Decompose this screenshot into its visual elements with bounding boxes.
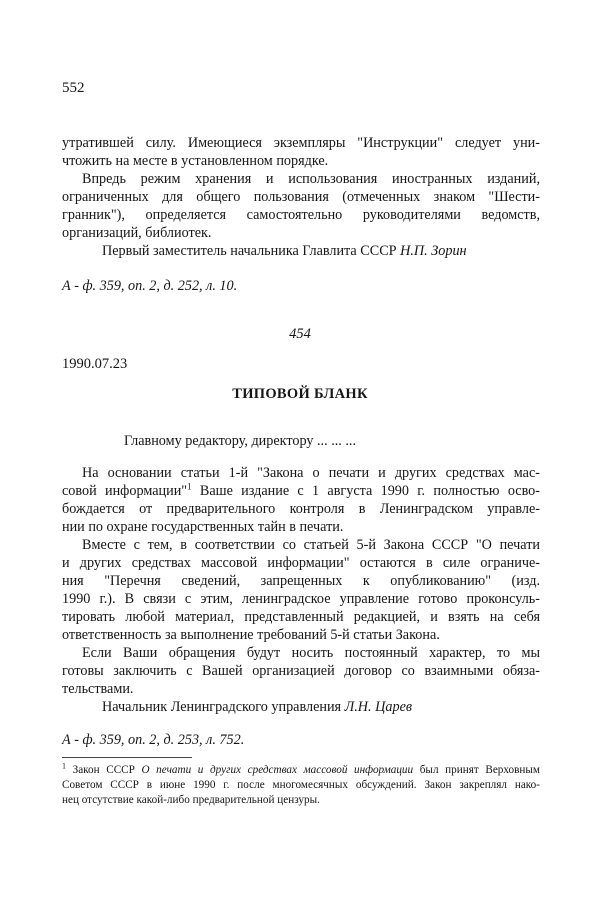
text-line: Если Ваши обращения будут носить постоянный характер, то мы	[82, 645, 540, 661]
law-title: О печати и других средствах массовой информации	[141, 764, 414, 776]
text-line: готовы заключить с Вашей организацией договор со взаимными обяза-	[62, 663, 540, 679]
text-line: и других средствах массовой информации" остаются в силе ограниче-	[62, 555, 540, 571]
text-line: утратившей силу. Имеющиеся экземпляры "Инструкции" следует уни-	[62, 135, 540, 151]
previous-document-text	[62, 134, 540, 260]
signature-name: Л.Н. Царев	[344, 699, 413, 715]
paragraph-3	[62, 644, 540, 716]
document-title: ТИПОВОЙ БЛАНК	[232, 386, 368, 402]
text-line: ния "Перечня сведений, запрещенных к опубликованию" (изд.	[62, 573, 540, 589]
text-fragment: совой информации"	[62, 483, 188, 499]
footnote-line: нец отсутствие какой-либо предварительной цензуры.	[62, 794, 320, 806]
text-line: 1990 г.). В связи с этим, ленинградское управление готово проконсуль-	[62, 591, 540, 607]
signature-name: Н.П. Зорин	[400, 243, 467, 259]
text-line: чтожить на месте в установленном порядке.	[62, 153, 329, 169]
paragraph-2	[62, 536, 540, 644]
text-fragment: был принят Верховным	[413, 764, 541, 776]
page-number: 552	[62, 80, 85, 96]
signature-line	[62, 698, 540, 716]
text-line: гранник"), определяется самостоятельно руководителями ведомств,	[62, 207, 540, 223]
document-number: 454	[289, 326, 311, 342]
addressee	[62, 432, 540, 450]
text-fragment: Закон СССР	[66, 764, 142, 776]
paragraph-1	[62, 464, 540, 536]
document-date: 1990.07.23	[62, 356, 128, 372]
footnote-line	[62, 763, 540, 778]
footnote-line: Советом СССР в июне 1990 г. после многомесячных обсуждений. Закон закреплял нако-	[62, 779, 540, 791]
text-line: Впредь режим хранения и использования иностранных изданий,	[82, 171, 540, 187]
addressee-line: Главному редактору, директору ... ... ...	[124, 433, 357, 449]
text-line: бождается от предварительного контроля в Ленинградском управле-	[62, 501, 540, 517]
archive-source: А - ф. 359, оп. 2, д. 252, л. 10.	[62, 278, 238, 294]
signature-title: Первый заместитель начальника Главлита СССР	[102, 243, 401, 259]
text-line: ответственность за выполнение требований 5-й статьи Закона.	[62, 627, 440, 643]
archive-source: А - ф. 359, оп. 2, д. 253, л. 752.	[62, 732, 245, 748]
text-line: тельствами.	[62, 681, 134, 697]
signature-title: Начальник Ленинградского управления	[102, 699, 345, 715]
text-fragment: Ваше издание с 1 августа 1990 г. полностью осво-	[191, 483, 540, 499]
text-line: Вместе с тем, в соответствии со статьей 5-й Закона СССР "О печати	[82, 537, 540, 553]
signature-line	[62, 242, 540, 260]
text-line: нии по охране государственных тайн в печати.	[62, 519, 344, 535]
footnote-divider	[62, 757, 192, 758]
text-line: На основании статьи 1-й "Закона о печати и других средствах мас-	[82, 465, 540, 481]
footnote-reference: 1	[187, 481, 192, 492]
text-line: ограниченных для общего пользования (отмеченных знаком "Шести-	[62, 189, 540, 205]
footnote	[62, 763, 540, 808]
text-line: организаций, библиотек.	[62, 225, 212, 241]
text-line: тировать любой материал, представленный редакцией, и взять на себя	[62, 609, 540, 625]
text-line	[62, 482, 540, 500]
footnote-mark: 1	[62, 761, 66, 771]
